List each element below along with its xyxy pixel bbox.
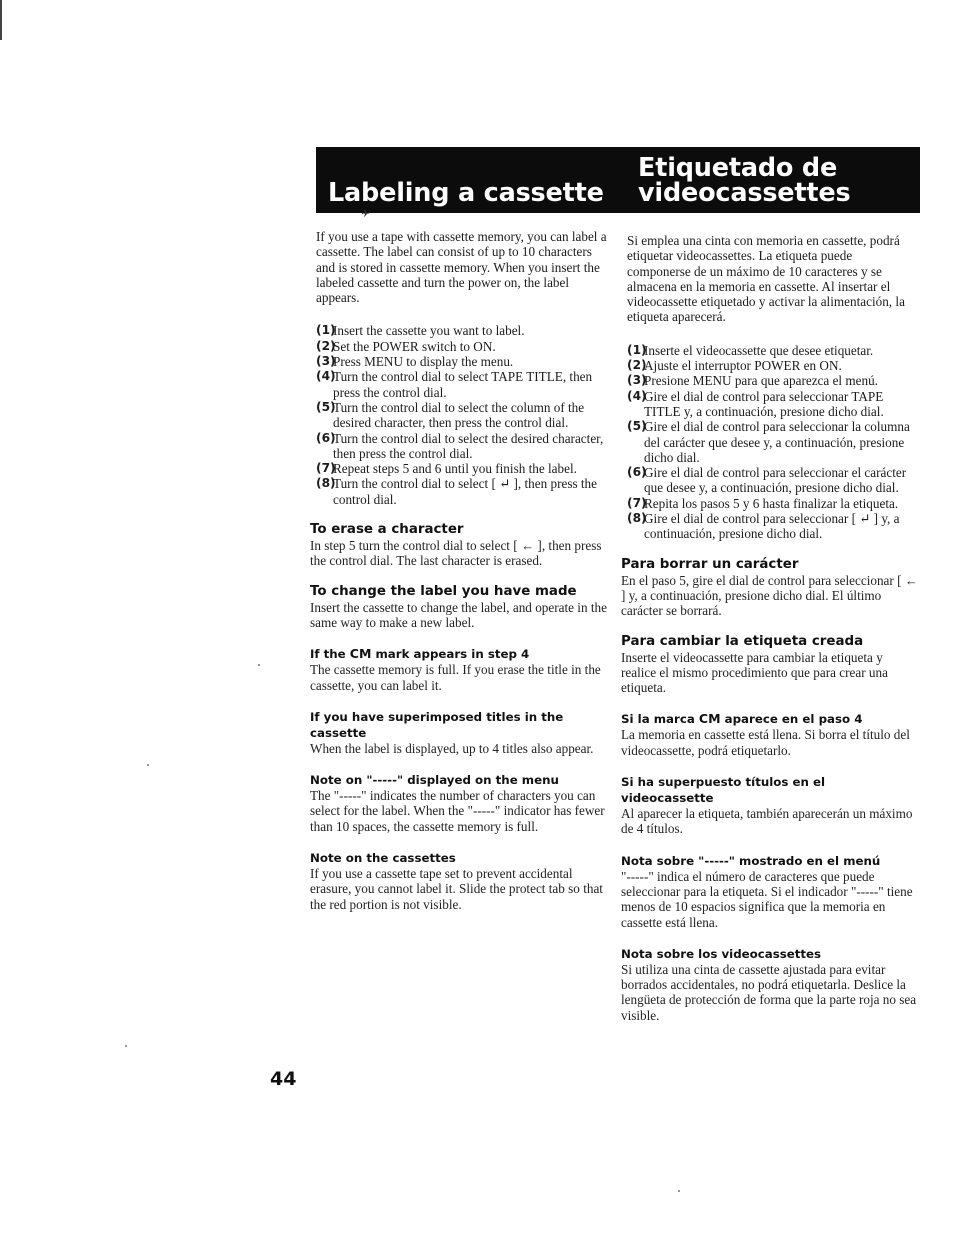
step-item: (5) Gire el dial de control para seleccionar la columna del carácter que desee y, a continuación, presione dicho dial. (627, 419, 910, 465)
step-item: (4) Gire el dial de control para seleccionar TAPE TITLE y, a continuación, presione dicho dial. (627, 388, 884, 419)
change-text: Inserte el videocassette para cambiar la etiqueta y realice el mismo procedimiento que para crear una etiqueta. (621, 649, 888, 696)
erase-heading: Para borrar un carácter (621, 556, 799, 572)
erase-text: En el paso 5, gire el dial de control para seleccionar [ ← ] y, a continuación, presione dicho dial. El último carácter se borrará. (621, 572, 918, 619)
step-item: (2) Ajuste el interruptor POWER en ON. (627, 358, 842, 374)
superimposed-heading: Si ha superpuesto títulos en el videocassette (621, 775, 826, 806)
superimposed-text: Al aparecer la etiqueta, también aparecerán un máximo de 4 títulos. (621, 806, 913, 837)
spanish-title (638, 153, 851, 208)
step-item: (5) Turn the control dial to select the column of the desired character, then press the control dial. (316, 399, 585, 431)
step-item: (3) Press MENU to display the menu. (316, 354, 514, 370)
scan-speck (147, 764, 149, 766)
note-menu-text: "-----" indica el número de caracteres que puede seleccionar para la etiqueta. Si el indicador "-----" tiene menos de 10 espacios significa que la memoria en cassette está llena. (621, 868, 913, 930)
note-cassettes-text: If you use a cassette tape set to prevent accidental erasure, you cannot label it. Slide the protect tab so that the red portion is not visible. (310, 866, 603, 912)
mark-heading: Si la marca CM aparece en el paso 4 (621, 711, 863, 727)
spanish-notes (621, 556, 919, 1023)
english-column (310, 229, 610, 912)
step-item: (4) Turn the control dial to select TAPE TITLE, then press the control dial. (316, 369, 593, 400)
scan-speck (258, 664, 260, 666)
step-item: (7) Repeat steps 5 and 6 until you finish the label. (316, 461, 577, 477)
mark-heading: If the CM mark appears in step 4 (310, 646, 530, 662)
english-title: Labeling a cassette (328, 178, 604, 208)
change-heading: Para cambiar la etiqueta creada (621, 633, 864, 649)
step-item: (2) Set the POWER switch to ON. (316, 338, 496, 354)
cassette-memory-full-icon: CM (349, 646, 372, 662)
change-heading: To change the label you have made (310, 583, 577, 599)
english-title-banner (316, 147, 627, 213)
step-item: (8) Turn the control dial to select [ ↵ ], then press the control dial. (316, 476, 598, 507)
scan-speck (125, 1045, 127, 1047)
spanish-title-banner (627, 147, 920, 213)
scan-edge-mark (0, 0, 2, 40)
superimposed-heading: If you have superimposed titles in the cassette (310, 709, 564, 740)
note-menu-heading: Nota sobre "-----" mostrado en el menú (621, 853, 881, 868)
note-cassettes-heading: Note on the cassettes (310, 851, 456, 866)
mark-text: The cassette memory is full. If you erase the title in the cassette, you can label it. (310, 662, 601, 693)
change-text: Insert the cassette to change the label, and operate in the same way to make a new label. (310, 599, 607, 630)
superimposed-text: When the label is displayed, up to 4 titles also appear. (310, 740, 594, 756)
spanish-title-line1: Etiquetado de (638, 153, 838, 183)
note-menu-text: The "-----" indicates the number of characters you can select for the label. When the "-----" indicator has fewer than 10 spaces, the cassette memory is full. (310, 788, 605, 834)
step-item: (1) Inserte el videocassette que desee etiquetar. (627, 342, 874, 358)
step-item: (1) Insert the cassette you want to label. (316, 323, 525, 339)
spanish-column (621, 233, 919, 1023)
step-item: (3) Presione MENU para que aparezca el menú. (627, 373, 878, 389)
spanish-title-line2: videocassettes (638, 178, 851, 208)
cassette-memory-full-icon: CM (698, 711, 721, 727)
erase-heading: To erase a character (310, 522, 464, 538)
step-item: (7) Repita los pasos 5 y 6 hasta finalizar la etiqueta. (627, 495, 899, 511)
english-notes (310, 521, 610, 912)
english-intro: If you use a tape with cassette memory, you can label a cassette. The label can consist of up to 10 characters and is stored in cassette memory. When you insert the labeled cassette and turn the power on, the label appears. (316, 229, 607, 306)
note-cassettes-heading: Nota sobre los videocassettes (621, 946, 822, 961)
scan-speck (678, 1190, 680, 1192)
erase-text: In step 5 turn the control dial to select [ ← ], then press the control dial. The last character is erased. (310, 538, 602, 569)
spanish-intro: Si emplea una cinta con memoria en cassette, podrá etiquetar videocassettes. La etiqueta puede componerse de un máximo de 10 caracteres y se almacena en la memoria en cassette. Al insertar el videocassette etiquetado y activar la alimentación, la etiqueta aparecerá. (627, 233, 905, 325)
page-number: 44 (270, 1068, 297, 1090)
spanish-steps-list (627, 343, 919, 542)
english-steps-list (316, 323, 610, 507)
arrow-marker-icon: ✈ (361, 209, 370, 220)
note-cassettes-text: Si utiliza una cinta de cassette ajustada para evitar borrados accidentales, no podrá etiquetarla. Deslice la lengüeta de protección de forma que la parte roja no sea visible. (621, 961, 917, 1023)
note-menu-heading: Note on "-----" displayed on the menu (310, 773, 559, 788)
step-item: (6) Turn the control dial to select the desired character, then press the control dial. (316, 430, 604, 461)
step-item: (8) Gire el dial de control para seleccionar [ ↵ ] y, a continuación, presione dicho dial. (627, 511, 900, 542)
step-item: (6) Gire el dial de control para seleccionar el carácter que desee y, a continuación, presione dicho dial. (627, 465, 907, 496)
mark-text: La memoria en cassette está llena. Si borra el título del videocassette, podrá etiquetarlo. (621, 727, 910, 758)
